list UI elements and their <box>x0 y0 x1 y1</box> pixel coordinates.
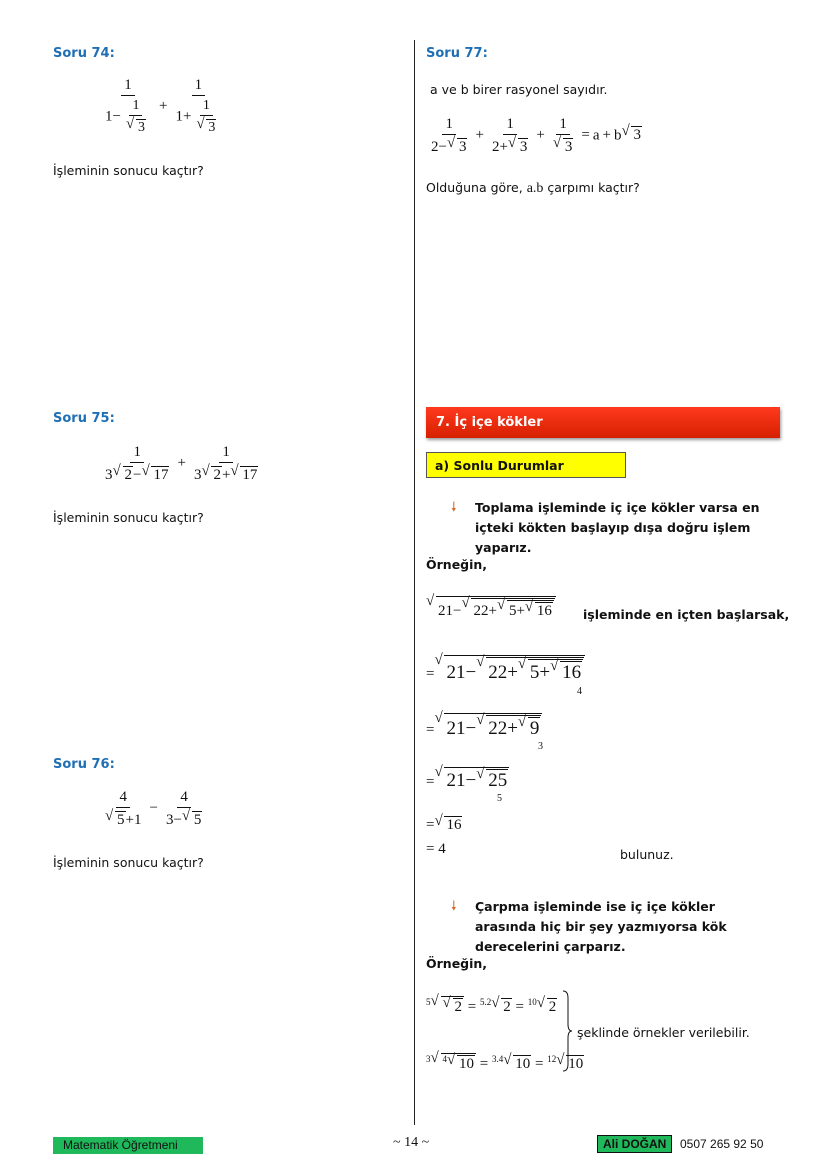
example-expression: √ 21−√ 22+√ 5+√ 16 <box>426 596 556 619</box>
example-label-2: Örneğin, <box>426 956 488 971</box>
example-label-1: Örneğin, <box>426 557 488 572</box>
footer-phone: 0507 265 92 50 <box>680 1137 764 1151</box>
step-1-sub: 4 <box>577 686 582 697</box>
footer-role: Matematik Öğretmeni <box>53 1137 203 1154</box>
example2-line-1: $^5$√ √ 2 = $^{5.2}$√ 2 = $^{10}$√ 2 <box>426 996 557 1015</box>
question-77-expression: $\frac{1}{2-√ 3}$ + $\frac{1}{2+√ 3}$ + 1 √ 3 = a + b√ 3 <box>426 117 642 155</box>
example-text: işleminde en içten başlarsak, <box>583 607 790 622</box>
step-2-sub: 3 <box>538 741 543 752</box>
question-76-expression: 4 √ 5+1 − $\frac{4}{3-√ 5}$ <box>100 790 207 828</box>
page-number: ~ 14 ~ <box>393 1135 430 1150</box>
example2-text: şeklinde örnekler verilebilir. <box>577 1025 750 1040</box>
question-76-title: Soru 76: <box>53 757 115 772</box>
question-77-intro: a ve b birer rasyonel sayıdır. <box>430 82 608 97</box>
rule-addition: Toplama işleminde iç içe kökler varsa en içteki kökten başlayıp dışa doğru işlem yaparız. <box>475 500 760 555</box>
question-74-expression: 1 1− 1 √ 3 + 1 1+ 1 √ 3 <box>100 78 226 135</box>
bullet-icon: 🠗 <box>451 499 457 514</box>
rule-multiplication: Çarpma işleminde ise iç içe kökler arasında hiç bir şey yazmıyorsa kök derecelerini çarparız. <box>475 899 727 954</box>
question-75-title: Soru 75: <box>53 411 115 426</box>
step-3-sub: 5 <box>497 793 502 804</box>
subsection-title-bar: a) Sonlu Durumlar <box>426 452 626 478</box>
result-text: bulunuz. <box>620 847 674 862</box>
step-2: =√ 21−√ 22+√ 9 <box>426 713 542 738</box>
bullet-icon: 🠗 <box>451 898 457 913</box>
question-75-text: İşleminin sonucu kaçtır? <box>53 510 204 525</box>
column-divider <box>414 40 415 1125</box>
question-75-expression: $\frac{1}{3√ 2-√ 17}$ + $\frac{1}{3√ 2+√ 17}$ <box>100 445 263 483</box>
question-77-title: Soru 77: <box>426 46 488 61</box>
step-5: = 4 <box>426 841 446 857</box>
question-76-text: İşleminin sonucu kaçtır? <box>53 855 204 870</box>
right-brace <box>562 990 572 1072</box>
question-74-title: Soru 74: <box>53 46 115 61</box>
step-3: =√ 21−√ 25 <box>426 767 509 790</box>
question-74-text: İşleminin sonucu kaçtır? <box>53 163 204 178</box>
step-4: =√ 16 <box>426 816 462 833</box>
question-77-text: Olduğuna göre, a.b çarpımı kaçtır? <box>426 180 640 196</box>
example2-line-2: $^3$√ $^4$√ 10 = $^{3.4}$√ 10 = $^{12}$√ 10 <box>426 1053 584 1072</box>
footer-author: Ali DOĞAN <box>597 1135 672 1153</box>
section-title-bar: 7. İç içe kökler <box>426 407 780 438</box>
step-1: =√ 21−√ 22+√ 5+√ 16 <box>426 655 585 682</box>
